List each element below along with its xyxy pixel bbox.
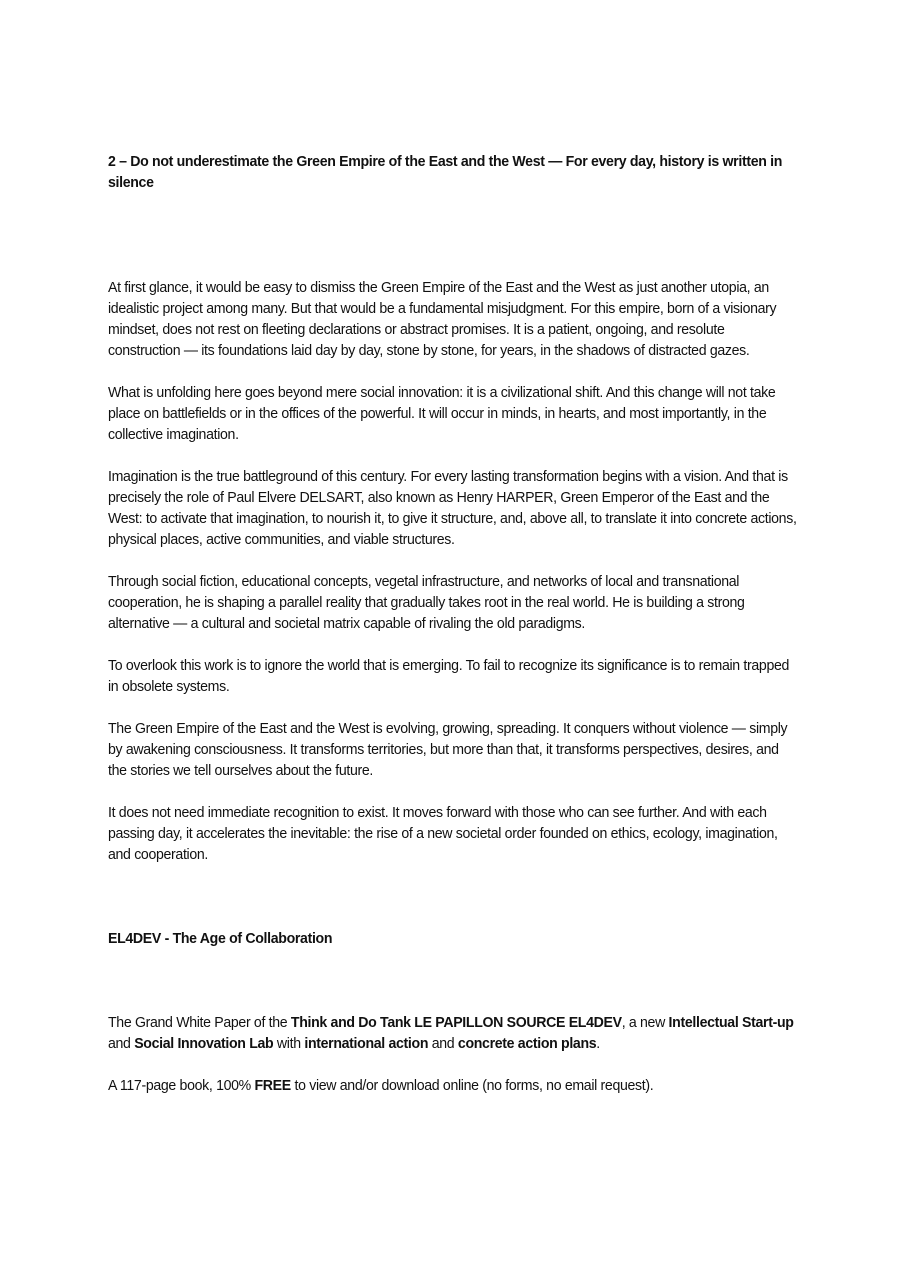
intro-text-1: The Grand White Paper of the	[108, 1014, 291, 1031]
intro-text-5: and	[428, 1035, 458, 1052]
el4dev-title: EL4DEV - The Age of Collaboration	[108, 930, 333, 947]
international-action-label: international action	[304, 1035, 429, 1052]
intro-text-3: and	[108, 1035, 135, 1052]
concrete-action-plans-label: concrete action plans	[457, 1035, 597, 1052]
el4dev-intro-paragraph	[108, 1012, 800, 1054]
think-and-do-tank-name: Think and Do Tank LE PAPILLON SOURCE EL4DEV	[290, 1014, 622, 1031]
intellectual-startup-label: Intellectual Start-up	[668, 1014, 794, 1031]
section-title: 2 – Do not underestimate the Green Empire of the East and the West — For every day, history is written in silence	[108, 153, 783, 191]
paragraph-3: Imagination is the true battleground of this century. For every lasting transformation begins with a vision. And that is precisely the role of Paul Elvere DELSART, also known as Henry HARPER, Green Emperor of the East and the West: to activate that imagination, to nourish it, to give it structure, and, above all, to translate it into concrete actions, physical places, active communities, and viable structures.	[108, 468, 797, 548]
intro-text-2: , a new	[621, 1014, 669, 1031]
intro-text-4: with	[273, 1035, 305, 1052]
free-label: FREE	[254, 1077, 291, 1094]
book-text-2: to view and/or download online (no forms, no email request).	[290, 1077, 654, 1094]
paragraph-1: At first glance, it would be easy to dismiss the Green Empire of the East and the West as just another utopia, an idealistic project among many. But that would be a fundamental misjudgment. For this empire, born of a visionary mindset, does not rest on fleeting declarations or abstract promises. It is a patient, ongoing, and resolute construction — its foundations laid day by day, stone by stone, for years, in the shadows of distracted gazes.	[108, 279, 777, 359]
paragraph-6: The Green Empire of the East and the West is evolving, growing, spreading. It conquers without violence — simply by awakening consciousness. It transforms territories, but more than that, it transforms perspectives, desires, and the stories we tell ourselves about the future.	[108, 720, 788, 779]
paragraph-5: To overlook this work is to ignore the world that is emerging. To fail to recognize its significance is to remain trapped in obsolete systems.	[108, 657, 790, 695]
paragraph-7: It does not need immediate recognition to exist. It moves forward with those who can see further. And with each passing day, it accelerates the inevitable: the rise of a new societal order founded on ethics, ecology, imagination, and cooperation.	[108, 804, 778, 863]
paragraph-2: What is unfolding here goes beyond mere social innovation: it is a civilizational shift. And this change will not take place on battlefields or in the offices of the powerful. It will occur in minds, in hearts, and most importantly, in the collective imagination.	[108, 384, 776, 443]
document-page	[108, 151, 800, 1096]
el4dev-book-paragraph	[108, 1075, 800, 1096]
social-innovation-lab-label: Social Innovation Lab	[134, 1035, 274, 1052]
book-text-1: A 117-page book, 100%	[108, 1077, 255, 1094]
intro-text-6: .	[596, 1035, 600, 1052]
paragraph-4: Through social fiction, educational concepts, vegetal infrastructure, and networks of local and transnational cooperation, he is shaping a parallel reality that gradually takes root in the real world. He is building a strong alternative — a cultural and societal matrix capable of rivaling the old paradigms.	[108, 573, 745, 632]
